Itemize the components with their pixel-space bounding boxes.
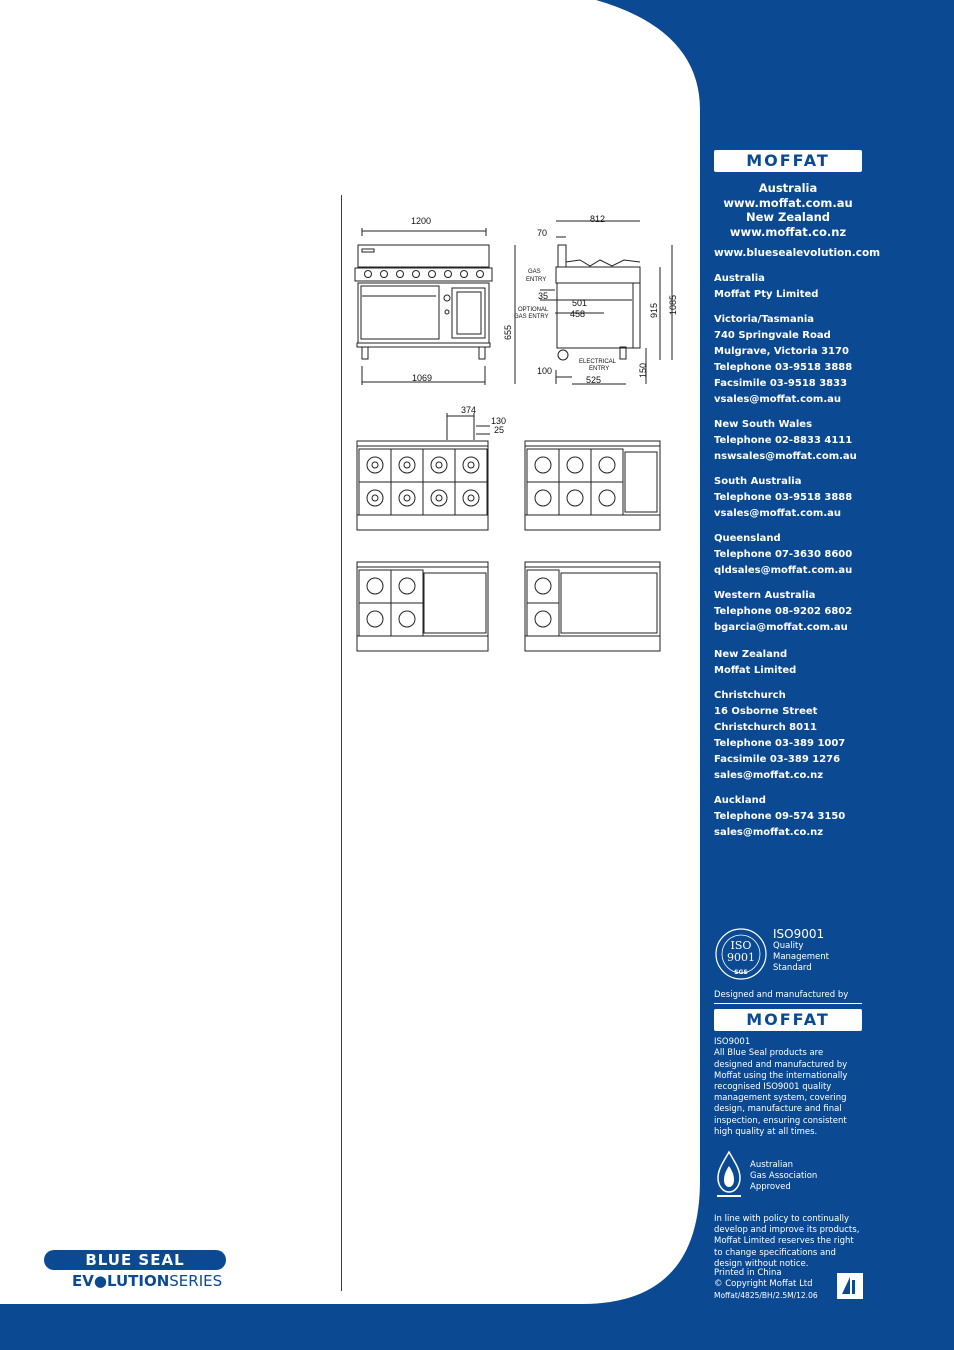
contact-sa: South Australia Telephone 03-9518 3888 vsales@moffat.com.au [714, 476, 853, 519]
site-link-moffat-nz[interactable]: www.moffat.co.nz [729, 224, 847, 239]
dim-top-130: 130 [491, 416, 507, 426]
dim-side-525: 525 [586, 375, 602, 385]
contact-qld: Queensland Telephone 07-3630 8600 qldsales@moffat.com.au [714, 533, 853, 576]
dim-optional-gas: OPTIONAL [518, 307, 549, 313]
dim-gas-entry: GAS [528, 269, 541, 275]
svg-text:9001: 9001 [727, 951, 755, 964]
svg-text:GAS ENTRY: GAS ENTRY [514, 314, 549, 320]
contact-christchurch: Christchurch 16 Osborne Street Christchurch 8011 Telephone 03-389 1007 Facsimile 03-389 1276 sales@moffat.co.nz [714, 690, 846, 781]
dim-side-150: 150 [638, 362, 648, 378]
plan-view-2-burner-griddle [525, 562, 660, 651]
dim-side-458: 458 [570, 309, 586, 319]
plan-view-8-burner [357, 441, 488, 530]
svg-text:ENTRY: ENTRY [526, 277, 547, 283]
contact-sidebar [714, 150, 914, 841]
iso-description: ISO9001 All Blue Seal products are designed and manufactured by Moffat using the internationally recognised ISO9001 quality management system, covering design, manufacture and final inspection, ensuring consistent high quality at all times. [714, 1037, 848, 1137]
gas-flame-icon [714, 1150, 744, 1200]
dim-electrical-entry: ELECTRICAL [579, 359, 617, 365]
policy-text: In line with policy to continually develop and improve its products, Moffat Limited reserves the right to change specifications and design without notice. [714, 1214, 860, 1269]
dim-side-100: 100 [537, 366, 553, 376]
iso-seal-icon [714, 927, 768, 981]
dim-side-501: 501 [572, 298, 588, 308]
dim-side-655: 655 [503, 324, 513, 340]
printer-mark-icon [836, 1272, 864, 1300]
footer-print-info: Printed in China © Copyright Moffat Ltd Moffat/4825/BH/2.5M/12.06 [714, 1268, 818, 1301]
aga-approved: Australian Gas Association Approved [750, 1160, 818, 1193]
site-link-new-zealand: New Zealand [745, 210, 831, 224]
iso-title: ISO9001 [773, 927, 825, 941]
contact-nsw: New South Wales Telephone 02-8833 4111 nswsales@moffat.com.au [714, 419, 857, 462]
evolution-url[interactable]: www.bluesealevolution.com [714, 247, 881, 259]
plan-view-6-burner-griddle [525, 441, 660, 530]
site-link-moffat-au[interactable]: www.moffat.com.au [723, 195, 853, 210]
svg-text:SGS: SGS [734, 969, 748, 976]
moffat-logo-footer: MOFFAT [714, 1009, 862, 1031]
certification-block: ISO 9001 SGS ISO9001 Quality Management Standard Designed and manufactured by MOFFAT ISO9001 All Blue Seal products are designed and manufactured by Moffat using the internationally recognised ISO9001 quality management system, covering design, manufacture and final inspection, ensuring consistent high quality at all times. Australian Gas Association Approved In line with policy to continually develop and improve its products, Moffat Limited reserves the right to change specifications and design without notice. [714, 925, 874, 1270]
dim-side-top: 70 [537, 228, 548, 238]
moffat-logo: MOFFAT [714, 150, 862, 172]
dim-side-1085: 1085 [668, 294, 678, 315]
evolution-series-logo: EV●LUTIONSERIES [72, 1272, 223, 1290]
dim-side-915: 915 [649, 302, 659, 318]
contact-australia: Australia Moffat Pty Limited [714, 273, 819, 300]
contact-wa: Western Australia Telephone 08-9202 6802 bgarcia@moffat.com.au [714, 590, 853, 633]
dim-front-leg-span: 1069 [412, 373, 433, 383]
dim-front-width: 1200 [411, 216, 432, 226]
contact-auckland: Auckland Telephone 09-574 3150 sales@moffat.co.nz [714, 795, 846, 838]
dim-top-374: 374 [461, 405, 477, 415]
contact-victoria: Victoria/Tasmania 740 Springvale Road Mulgrave, Victoria 3170 Telephone 03-9518 3888 Facsimile 03-9518 3833 vsales@moffat.com.au [714, 314, 853, 405]
dim-top-25: 25 [494, 425, 505, 435]
designed-by: Designed and manufactured by [714, 990, 849, 1000]
blueseal-logo: BLUE SEAL [44, 1250, 226, 1270]
dim-side-35: 35 [538, 291, 549, 301]
plan-view-4-burner-griddle [357, 562, 488, 651]
site-link-australia: Australia [758, 181, 818, 195]
front-view-drawing [355, 228, 492, 385]
contact-nz: New Zealand Moffat Limited [714, 649, 797, 676]
svg-text:ENTRY: ENTRY [589, 366, 610, 372]
dim-side-depth: 812 [590, 214, 606, 224]
svg-text:ISO: ISO [730, 939, 752, 952]
